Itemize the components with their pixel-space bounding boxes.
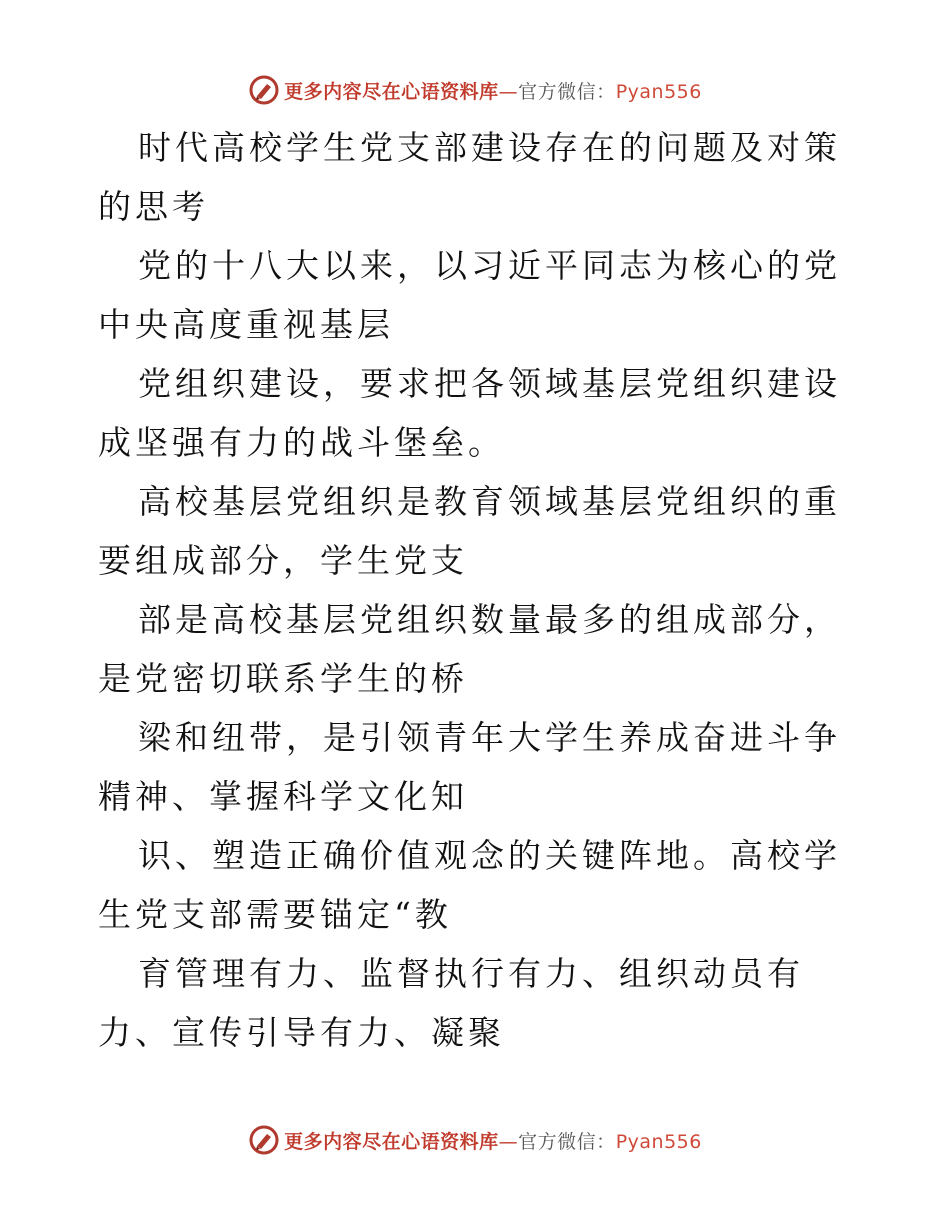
banner-site-name: 更多内容尽在心语资料库 (284, 80, 499, 103)
header-banner-text (284, 77, 702, 104)
paragraph: 党的十八大以来，以习近平同志为核心的党中央高度重视基层 (98, 246, 841, 344)
paragraph: 党组织建设，要求把各领域基层党组织建设成坚强有力的战斗堡垒。 (98, 364, 841, 462)
document-body (98, 118, 858, 1062)
banner-site-name: 更多内容尽在心语资料库 (284, 1130, 499, 1153)
banner-dash: — (498, 1130, 519, 1153)
banner-wechat-id: Pyan556 (615, 80, 702, 103)
document-title: 时代高校学生党支部建设存在的问题及对策的思考 (98, 128, 841, 226)
pen-logo-icon (248, 74, 280, 106)
banner-dash: — (498, 80, 519, 103)
paragraph: 梁和纽带，是引领青年大学生养成奋进斗争精神、掌握科学文化知 (98, 718, 841, 816)
footer-banner-text (284, 1127, 702, 1154)
banner-wechat-id: Pyan556 (615, 1130, 702, 1153)
pen-logo-icon (248, 1124, 280, 1156)
header-banner (0, 70, 950, 110)
footer-banner (0, 1120, 950, 1160)
paragraph: 高校基层党组织是教育领域基层党组织的重要组成部分，学生党支 (98, 482, 841, 580)
banner-wechat-label: 官方微信： (518, 80, 616, 103)
paragraph: 育管理有力、监督执行有力、组织动员有力、宣传引导有力、凝聚 (98, 954, 804, 1052)
paragraph: 识、塑造正确价值观念的关键阵地。高校学生党支部需要锚定“教 (98, 836, 841, 934)
banner-wechat-label: 官方微信： (518, 1130, 616, 1153)
paragraph: 部是高校基层党组织数量最多的组成部分，是党密切联系学生的桥 (98, 600, 841, 698)
